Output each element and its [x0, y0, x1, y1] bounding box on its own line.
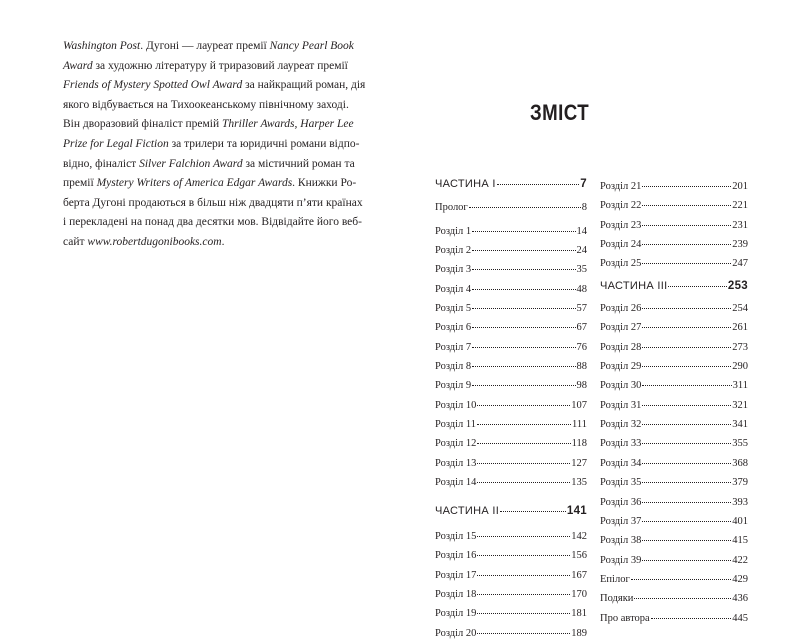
bio-text: і перекладені на понад два десятки мов. Відвідайте його веб- — [63, 216, 362, 229]
toc-entry-label: Розділ 2 — [435, 245, 472, 257]
toc-page-number: 8 — [581, 202, 587, 214]
toc-entry-label: Розділ 27 — [600, 322, 642, 334]
toc-dot-leader — [642, 251, 731, 264]
toc-entry-label: Розділ 8 — [435, 361, 472, 373]
left-page — [0, 0, 400, 600]
toc-dot-leader — [631, 567, 732, 580]
toc-dot-leader — [472, 257, 575, 270]
toc-page-number: 189 — [571, 627, 587, 639]
toc-dot-leader — [642, 470, 731, 483]
toc-dot-leader — [642, 354, 731, 367]
toc-page-number: 253 — [727, 279, 748, 292]
toc-dot-leader — [477, 412, 571, 425]
toc-dot-leader — [642, 528, 731, 541]
bio-italic-text: Washington Post — [63, 40, 141, 52]
toc-entry-label: Розділ 33 — [600, 438, 642, 450]
bio-text: за художню літературу й триразовий лауреат премії — [92, 59, 348, 72]
toc-page-number: 14 — [576, 225, 587, 237]
toc-page-number: 170 — [571, 588, 587, 600]
toc-entry-label: Розділ 39 — [600, 554, 642, 566]
toc-entry-label: Розділ 38 — [600, 535, 642, 547]
toc-dot-leader — [469, 195, 581, 208]
toc-entry-label: ЧАСТИНА ІІ — [435, 504, 500, 517]
toc-dot-leader — [472, 373, 575, 386]
toc-entry-row — [435, 472, 587, 491]
toc-dot-leader — [500, 499, 566, 512]
toc-entry-label: Розділ 14 — [435, 477, 477, 489]
toc-page-number: 341 — [732, 419, 748, 431]
toc-dot-leader — [651, 606, 732, 619]
toc-dot-leader — [642, 193, 731, 206]
toc-page-number: 355 — [732, 438, 748, 450]
toc-page-number: 111 — [572, 419, 587, 431]
bio-text: . Дугоні — лауреат премії — [140, 40, 270, 52]
toc-entry-label: ЧАСТИНА ІІІ — [600, 279, 668, 292]
toc-page-number: 290 — [732, 361, 748, 373]
toc-page-number: 181 — [571, 608, 587, 620]
toc-page-number: 321 — [732, 399, 748, 411]
toc-dot-leader — [477, 582, 570, 595]
toc-page-number: 393 — [732, 496, 748, 508]
toc-dot-leader — [477, 470, 570, 483]
toc-dot-leader — [642, 174, 731, 187]
toc-page-number: 76 — [576, 341, 587, 353]
toc-entry-label: Розділ 12 — [435, 438, 477, 450]
toc-entry-label: Розділ 4 — [435, 283, 472, 295]
bio-text: . Книжки Ро- — [292, 177, 357, 190]
toc-dot-leader — [477, 524, 570, 537]
toc-page-number: 141 — [566, 504, 587, 517]
toc-page-number: 127 — [571, 457, 587, 469]
toc-page-number: 445 — [732, 612, 748, 624]
bio-line — [63, 155, 355, 175]
toc-page-number: 231 — [732, 219, 748, 231]
toc-entry-label: Розділ 9 — [435, 380, 472, 392]
toc-page-number: 273 — [732, 341, 748, 353]
toc-dot-leader — [477, 393, 570, 406]
bio-italic-text: Prize for Legal Fiction — [63, 137, 169, 150]
toc-left-column — [435, 174, 587, 642]
toc-entry-label: Розділ 23 — [600, 219, 642, 231]
toc-entry-label: Розділ 3 — [435, 264, 472, 276]
toc-page-number: 118 — [571, 438, 587, 450]
toc-dot-leader — [472, 277, 575, 290]
toc-page-number: 98 — [576, 380, 587, 392]
toc-page-number: 88 — [576, 361, 587, 373]
toc-page-number: 48 — [576, 283, 587, 295]
toc-dot-leader — [642, 548, 731, 561]
toc-entry-row — [435, 623, 587, 642]
toc-part-row — [435, 174, 587, 193]
bio-italic-text: Friends of Mystery Spotted Owl Award — [63, 79, 243, 92]
toc-page-number: 401 — [732, 515, 748, 527]
toc-page-number: 142 — [571, 530, 587, 542]
toc-entry-label: ЧАСТИНА І — [435, 178, 496, 190]
bio-line — [63, 213, 362, 233]
toc-dot-leader — [472, 296, 575, 309]
toc-part-row — [435, 501, 587, 520]
toc-dot-leader — [472, 354, 575, 367]
bio-line — [63, 233, 340, 253]
toc-page-number: 221 — [732, 200, 748, 212]
toc-dot-leader — [668, 274, 726, 287]
toc-page-number: 436 — [732, 593, 748, 605]
bio-text: якого відбувається на Тихоокеанському північному заході. — [63, 98, 349, 111]
toc-dot-leader — [642, 315, 731, 328]
toc-entry-label: Пролог — [435, 202, 468, 214]
toc-entry-label: Розділ 17 — [435, 569, 477, 581]
toc-dot-leader — [642, 431, 731, 444]
toc-entry-label: Розділ 18 — [435, 588, 477, 600]
bio-text: за містичний роман та — [242, 157, 355, 170]
toc-page-number: 261 — [732, 322, 748, 334]
toc-page-number: 239 — [732, 239, 748, 251]
toc-entry-label: Розділ 20 — [435, 627, 477, 639]
bio-italic-text: Thriller Awards, Harper Lee — [222, 118, 354, 131]
bio-italic-text: Award — [63, 59, 93, 72]
toc-dot-leader — [642, 213, 731, 226]
bio-text: . — [221, 235, 225, 248]
toc-entry-label: Розділ 29 — [600, 361, 642, 373]
author-bio-paragraph — [63, 37, 366, 253]
toc-page-number: 24 — [576, 245, 587, 257]
toc-dot-leader — [472, 238, 575, 251]
toc-entry-row — [600, 608, 748, 627]
toc-entry-label: Розділ 15 — [435, 530, 477, 542]
toc-part-row — [600, 276, 748, 295]
toc-page-number: 311 — [732, 380, 748, 392]
bio-line — [63, 174, 357, 194]
toc-page-number: 57 — [576, 303, 587, 315]
toc-dot-leader — [642, 509, 731, 522]
bio-text: відно, фіналіст — [63, 157, 140, 170]
toc-dot-leader — [472, 335, 575, 348]
toc-entry-label: Розділ 1 — [435, 225, 472, 237]
toc-entry-label: Розділ 24 — [600, 239, 642, 251]
toc-entry-label: Розділ 13 — [435, 457, 477, 469]
toc-entry-label: Розділ 26 — [600, 303, 642, 315]
toc-entry-label: Розділ 36 — [600, 496, 642, 508]
bio-text: Він дворазовий фіналіст премій — [63, 118, 222, 131]
toc-dot-leader — [642, 412, 731, 425]
toc-entry-label: Розділ 19 — [435, 608, 477, 620]
toc-dot-leader — [497, 172, 580, 185]
toc-entry-label: Розділ 37 — [600, 515, 642, 527]
toc-title: ЗМІСТ — [530, 100, 590, 125]
bio-text: премії — [63, 177, 97, 190]
bio-italic-text: Nancy Pearl Book — [269, 40, 354, 52]
toc-dot-leader — [477, 601, 570, 614]
bio-line — [63, 135, 360, 155]
toc-page-number: 415 — [732, 535, 748, 547]
toc-entry-label: Розділ 21 — [600, 181, 642, 192]
bio-line — [63, 37, 354, 57]
bio-italic-text: Mystery Writers of America Edgar Awards — [96, 177, 293, 190]
toc-dot-leader — [634, 586, 731, 599]
toc-entry-label: Розділ 22 — [600, 200, 642, 212]
bio-italic-text: Silver Falchion Award — [139, 157, 243, 170]
toc-entry-label: Розділ 5 — [435, 303, 472, 315]
toc-entry-label: Розділ 31 — [600, 399, 642, 411]
toc-page-number: 379 — [732, 477, 748, 489]
toc-entry-row — [435, 197, 587, 216]
bio-text: сайт — [63, 235, 88, 248]
toc-page-number: 429 — [732, 573, 748, 585]
toc-page-number: 156 — [571, 550, 587, 562]
toc-dot-leader — [477, 563, 570, 576]
toc-page-number: 35 — [576, 264, 587, 276]
toc-entry-label: Розділ 10 — [435, 399, 477, 411]
toc-page-number: 422 — [732, 554, 748, 566]
toc-entry-label: Розділ 35 — [600, 477, 642, 489]
toc-dot-leader — [477, 543, 570, 556]
toc-page-number: 107 — [571, 399, 587, 411]
toc-entry-label: Розділ 32 — [600, 419, 642, 431]
bio-text: берта Дугоні продаються в більш ніж двадцяти п’яти країнах — [63, 196, 363, 209]
bio-text: за найкращий роман, дія — [242, 79, 366, 92]
bio-line — [63, 96, 349, 116]
toc-page-number: 368 — [732, 457, 748, 469]
toc-page-number: 67 — [576, 322, 587, 334]
toc-page-number: 254 — [732, 303, 748, 315]
toc-entry-label: Розділ 34 — [600, 457, 642, 469]
toc-entry-label: Розділ 30 — [600, 380, 642, 392]
bio-italic-text: www.robertdugonibooks.com — [87, 235, 222, 248]
toc-entry-label: Подяки — [600, 593, 634, 605]
toc-dot-leader — [642, 451, 731, 464]
toc-entry-label: Розділ 7 — [435, 341, 472, 353]
bio-line — [63, 76, 366, 96]
toc-entry-label: Епілог — [600, 573, 630, 585]
toc-page-number: 247 — [732, 258, 748, 270]
toc-page-number: 7 — [580, 178, 587, 190]
toc-entry-label: Про автора — [600, 612, 650, 624]
toc-page-number: 201 — [732, 181, 748, 192]
toc-dot-leader — [642, 373, 731, 386]
toc-page-number: 135 — [571, 477, 587, 489]
toc-entry-label: Розділ 16 — [435, 550, 477, 562]
bio-text: за трилери та юридичні романи відпо- — [168, 137, 360, 150]
right-page — [400, 0, 800, 639]
toc-entry-label: Розділ 25 — [600, 258, 642, 270]
toc-dot-leader — [477, 431, 570, 444]
toc-dot-leader — [642, 490, 731, 503]
toc-dot-leader — [472, 315, 575, 328]
bio-line — [63, 57, 348, 77]
toc-page-number: 167 — [571, 569, 587, 581]
toc-entry-label: Розділ 11 — [435, 419, 477, 431]
bio-line — [63, 194, 363, 214]
toc-entry-label: Розділ 6 — [435, 322, 472, 334]
bio-line — [63, 115, 354, 135]
toc-dot-leader — [642, 335, 731, 348]
toc-dot-leader — [477, 621, 570, 634]
toc-dot-leader — [642, 232, 731, 245]
toc-dot-leader — [642, 296, 731, 309]
toc-dot-leader — [642, 393, 731, 406]
toc-dot-leader — [472, 219, 575, 232]
toc-entry-row — [600, 253, 748, 272]
toc-dot-leader — [477, 451, 570, 464]
toc-right-column — [600, 176, 748, 627]
toc-entry-label: Розділ 28 — [600, 341, 642, 353]
